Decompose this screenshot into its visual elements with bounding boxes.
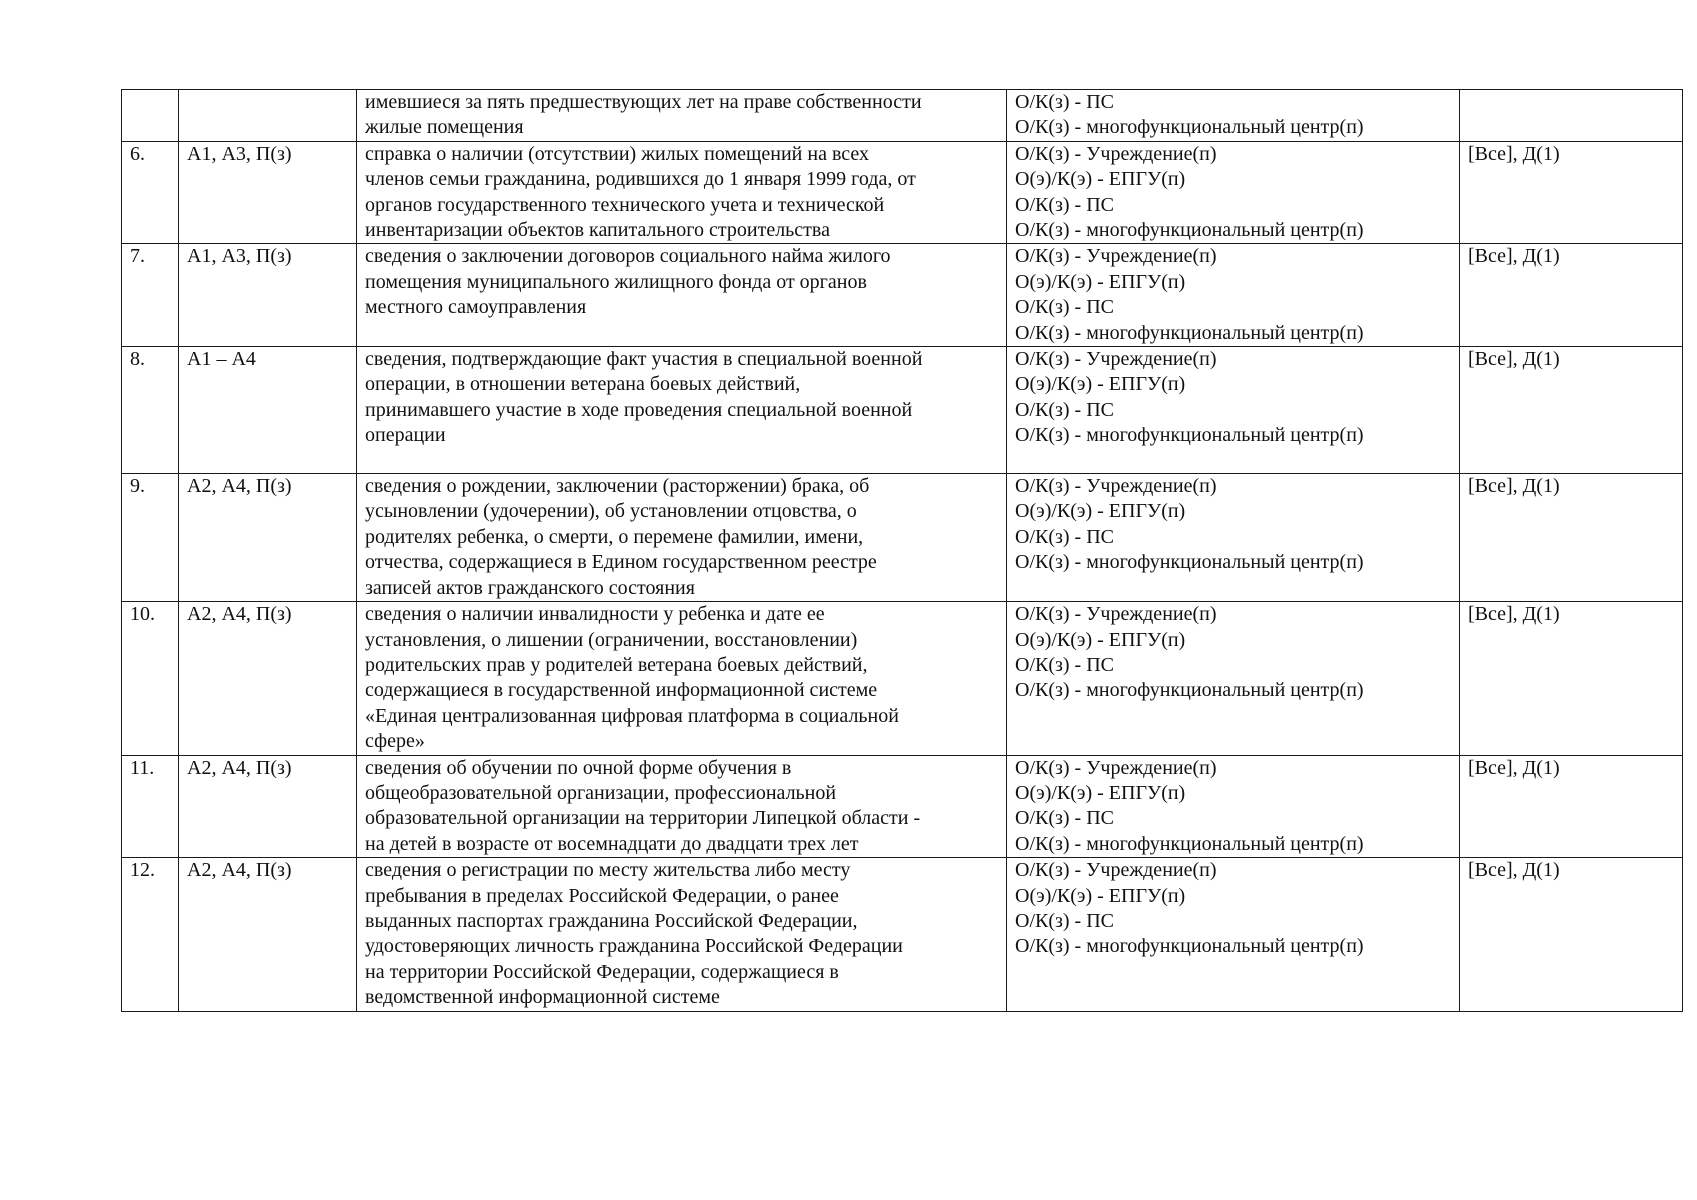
category-codes: А1, А3, П(з) — [187, 142, 292, 165]
document-description-cell — [357, 347, 1007, 474]
category-codes: А2, А4, П(з) — [187, 859, 292, 882]
document-description-cell — [357, 90, 1007, 142]
description-line: на территории Российской Федерации, содержащиеся в — [365, 960, 839, 983]
channel-line: О/К(з) - ПС — [1015, 653, 1115, 676]
table-body — [122, 90, 1683, 1012]
channel-line: О/К(з) - многофункциональный центр(п) — [1015, 116, 1364, 139]
description-line: членов семьи гражданина, родившихся до 1 января 1999 года, от — [365, 168, 916, 191]
channel-line: О/К(з) - Учреждение(п) — [1015, 348, 1217, 371]
channel-line: О/К(з) - ПС — [1015, 525, 1115, 548]
channel-line: О(э)/К(э) - ЕПГУ(п) — [1015, 270, 1186, 293]
document-table — [121, 89, 1683, 1012]
category-codes: А1, А3, П(з) — [187, 245, 292, 268]
applicability-value: [Все], Д(1) — [1468, 245, 1560, 268]
description-line: сведения, подтверждающие факт участия в специальной военной — [365, 348, 923, 371]
channel-line: О(э)/К(э) - ЕПГУ(п) — [1015, 168, 1186, 191]
description-line: сфере» — [365, 730, 425, 753]
channel-line: О/К(з) - Учреждение(п) — [1015, 475, 1217, 498]
document-description-cell — [357, 244, 1007, 347]
category-codes: А1 – А4 — [187, 348, 256, 371]
description-line: родителях ребенка, о смерти, о перемене фамилии, имени, — [365, 525, 864, 548]
document-description-cell — [357, 755, 1007, 858]
channel-line: О(э)/К(э) - ЕПГУ(п) — [1015, 781, 1186, 804]
row-number: 8. — [130, 348, 145, 371]
row-number: 11. — [130, 756, 155, 779]
description-line: операции, в отношении ветерана боевых действий, — [365, 373, 801, 396]
channel-line: О/К(з) - ПС — [1015, 193, 1115, 216]
row-number: 9. — [130, 475, 145, 498]
category-codes-cell — [179, 90, 357, 142]
applicability-value: [Все], Д(1) — [1468, 859, 1560, 882]
submission-channels-cell — [1007, 244, 1460, 347]
table-row — [122, 858, 1683, 1011]
applicability-value: [Все], Д(1) — [1468, 142, 1560, 165]
table-row — [122, 90, 1683, 142]
category-codes: А2, А4, П(з) — [187, 603, 292, 626]
applicability-cell — [1460, 244, 1683, 347]
row-number-cell — [122, 474, 179, 602]
channel-line: О/К(з) - многофункциональный центр(п) — [1015, 679, 1364, 702]
applicability-cell — [1460, 347, 1683, 474]
row-number-cell — [122, 602, 179, 755]
document-description-cell — [357, 474, 1007, 602]
description-line: выданных паспортах гражданина Российской Федерации, — [365, 909, 858, 932]
channel-line: О/К(з) - Учреждение(п) — [1015, 603, 1217, 626]
channel-line: О/К(з) - многофункциональный центр(п) — [1015, 935, 1364, 958]
submission-channels-cell — [1007, 141, 1460, 244]
description-line: «Единая централизованная цифровая платформа в социальной — [365, 704, 899, 727]
applicability-value: [Все], Д(1) — [1468, 603, 1560, 626]
description-line: удостоверяющих личность гражданина Российской Федерации — [365, 935, 903, 958]
channel-line: О/К(з) - многофункциональный центр(п) — [1015, 832, 1364, 855]
applicability-value: [Все], Д(1) — [1468, 348, 1560, 371]
document-description-cell — [357, 858, 1007, 1011]
applicability-cell — [1460, 755, 1683, 858]
channel-line: О/К(з) - Учреждение(п) — [1015, 859, 1217, 882]
description-line: записей актов гражданского состояния — [365, 576, 695, 599]
channel-line: О/К(з) - Учреждение(п) — [1015, 756, 1217, 779]
submission-channels-cell — [1007, 347, 1460, 474]
description-line: усыновлении (удочерении), об установлении отцовства, о — [365, 500, 857, 523]
table-row — [122, 141, 1683, 244]
description-line: родительских прав у родителей ветерана боевых действий, — [365, 653, 868, 676]
description-line: справка о наличии (отсутствии) жилых помещений на всех — [365, 142, 870, 165]
description-line: операции — [365, 424, 446, 447]
channel-line: О(э)/К(э) - ЕПГУ(п) — [1015, 500, 1186, 523]
description-line: сведения о наличии инвалидности у ребенка и дате ее — [365, 603, 825, 626]
channel-line: О/К(з) - ПС — [1015, 91, 1115, 113]
row-number-cell — [122, 141, 179, 244]
description-line: общеобразовательной организации, профессиональной — [365, 781, 837, 804]
channel-line: О/К(з) - Учреждение(п) — [1015, 142, 1217, 165]
channel-line: О/К(з) - ПС — [1015, 807, 1115, 830]
submission-channels-cell — [1007, 602, 1460, 755]
channel-line: О/К(з) - многофункциональный центр(п) — [1015, 321, 1364, 344]
document-description-cell — [357, 602, 1007, 755]
applicability-cell — [1460, 90, 1683, 142]
row-number-cell — [122, 244, 179, 347]
document-description-cell — [357, 141, 1007, 244]
category-codes-cell — [179, 858, 357, 1011]
table-row — [122, 347, 1683, 474]
channel-line: О/К(з) - многофункциональный центр(п) — [1015, 551, 1364, 574]
description-line: образовательной организации на территории Липецкой области - — [365, 807, 921, 830]
channel-line: О/К(з) - ПС — [1015, 296, 1115, 319]
applicability-cell — [1460, 474, 1683, 602]
category-codes-cell — [179, 141, 357, 244]
channel-line: О(э)/К(э) - ЕПГУ(п) — [1015, 373, 1186, 396]
description-line: пребывания в пределах Российской Федерации, о ранее — [365, 884, 839, 907]
description-line: органов государственного технического учета и технической — [365, 193, 885, 216]
table-row — [122, 244, 1683, 347]
description-line: сведения о регистрации по месту жительства либо месту — [365, 859, 851, 882]
table-row — [122, 474, 1683, 602]
description-line: местного самоуправления — [365, 296, 587, 319]
description-line: установления, о лишении (ограничении, восстановлении) — [365, 628, 858, 651]
channel-line: О/К(з) - Учреждение(п) — [1015, 245, 1217, 268]
channel-line: О(э)/К(э) - ЕПГУ(п) — [1015, 628, 1186, 651]
description-line: принимавшего участие в ходе проведения специальной военной — [365, 398, 913, 421]
table-row — [122, 755, 1683, 858]
category-codes-cell — [179, 244, 357, 347]
category-codes-cell — [179, 755, 357, 858]
table-row — [122, 602, 1683, 755]
category-codes: А2, А4, П(з) — [187, 475, 292, 498]
row-number: 6. — [130, 142, 145, 165]
description-line: содержащиеся в государственной информационной системе — [365, 679, 878, 702]
row-number: 12. — [130, 859, 155, 882]
row-number-cell — [122, 858, 179, 1011]
row-number-cell — [122, 755, 179, 858]
description-line: жилые помещения — [365, 116, 524, 139]
description-line: сведения об обучении по очной форме обучения в — [365, 756, 792, 779]
channel-line: О/К(з) - многофункциональный центр(п) — [1015, 219, 1364, 242]
description-line: имевшиеся за пять предшествующих лет на праве собственности — [365, 91, 922, 113]
channel-line: О/К(з) - ПС — [1015, 909, 1115, 932]
description-line: ведомственной информационной системе — [365, 986, 720, 1009]
description-line: помещения муниципального жилищного фонда от органов — [365, 270, 867, 293]
applicability-cell — [1460, 858, 1683, 1011]
category-codes-cell — [179, 474, 357, 602]
applicability-value: [Все], Д(1) — [1468, 475, 1560, 498]
channel-line: О/К(з) - многофункциональный центр(п) — [1015, 424, 1364, 447]
channel-line: О(э)/К(э) - ЕПГУ(п) — [1015, 884, 1186, 907]
category-codes: А2, А4, П(з) — [187, 756, 292, 779]
row-number-cell — [122, 347, 179, 474]
description-line: на детей в возрасте от восемнадцати до двадцати трех лет — [365, 832, 859, 855]
category-codes-cell — [179, 602, 357, 755]
description-line: инвентаризации объектов капитального строительства — [365, 219, 830, 242]
applicability-cell — [1460, 602, 1683, 755]
row-number-cell — [122, 90, 179, 142]
category-codes-cell — [179, 347, 357, 474]
submission-channels-cell — [1007, 755, 1460, 858]
description-line: сведения о рождении, заключении (расторжении) брака, об — [365, 475, 870, 498]
applicability-value: [Все], Д(1) — [1468, 756, 1560, 779]
row-number: 10. — [130, 603, 155, 626]
submission-channels-cell — [1007, 474, 1460, 602]
channel-line: О/К(з) - ПС — [1015, 398, 1115, 421]
row-number: 7. — [130, 245, 145, 268]
description-line: сведения о заключении договоров социального найма жилого — [365, 245, 891, 268]
submission-channels-cell — [1007, 858, 1460, 1011]
description-line: отчества, содержащиеся в Едином государственном реестре — [365, 551, 877, 574]
applicability-cell — [1460, 141, 1683, 244]
submission-channels-cell — [1007, 90, 1460, 142]
